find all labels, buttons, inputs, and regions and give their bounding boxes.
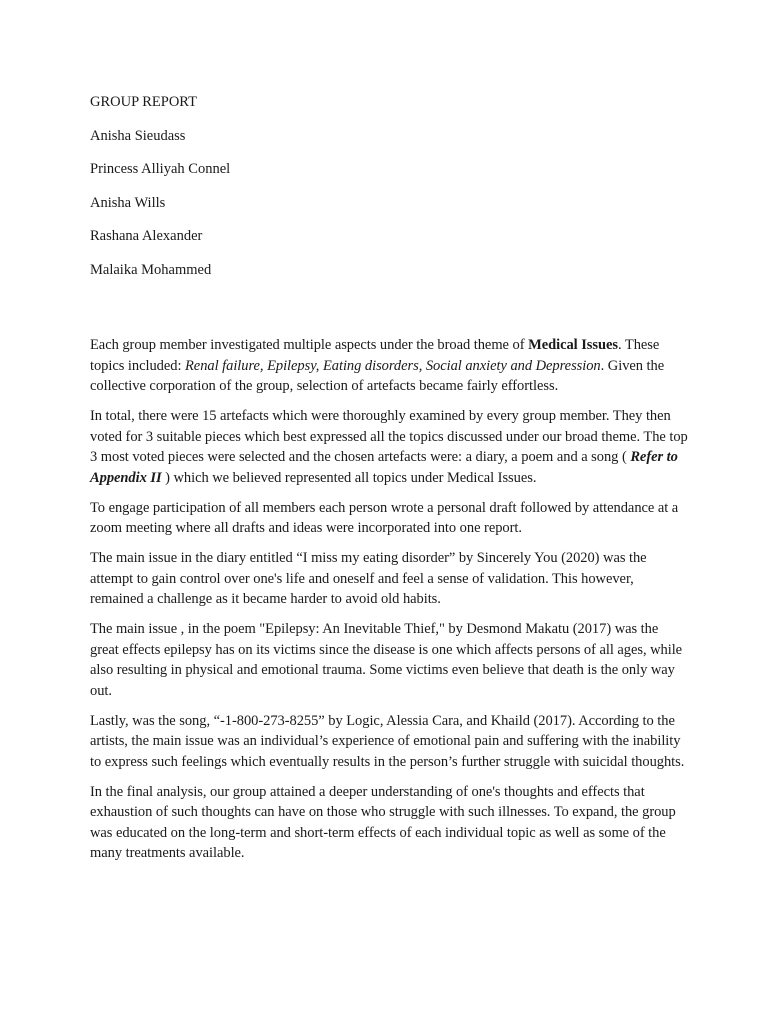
paragraph-diary: The main issue in the diary entitled “I miss my eating disorder” by Sincerely You (2020) was the attempt to gain control over one's life and oneself and feel a sense of validation. This however, remained a challenge as it became harder to avoid old habits. [90, 550, 647, 607]
paragraph-poem: The main issue , in the poem "Epilepsy: An Inevitable Thief," by Desmond Makatu (2017) was the great effects epilepsy has on its victims since the disease is one which affects persons of all ages, while also resulting in physical and emotional trauma. Some victims even believe that death is the only way out. [90, 621, 683, 699]
member-name: Rashana Alexander [90, 228, 203, 244]
paragraph-conclusion: In the final analysis, our group attained a deeper understanding of one's thoughts and effects that exhaustion of such thoughts can have on those who struggle with such illnesses. To expand, the group was educated on the long-term and short-term effects of each individual topic as well as some of the many treatments available. [90, 783, 676, 861]
report-title: GROUP REPORT [90, 94, 197, 110]
paragraph-participation: To engage participation of all members each person wrote a personal draft followed by attendance at a zoom meeting where all drafts and ideas were incorporated into one report. [90, 499, 679, 536]
member-name: Malaika Mohammed [90, 261, 212, 278]
text-run: . These topics included: [90, 337, 660, 374]
text-run: . Given the collective corporation of the group, selection of artefacts became fairly effortless. [90, 357, 665, 394]
text-run: Each group member investigated multiple aspects under the broad theme of [90, 337, 529, 353]
paragraph-themes [90, 335, 690, 397]
document-page [90, 92, 690, 873]
section-spacer [90, 293, 690, 335]
theme-emphasis: Medical Issues [528, 337, 618, 353]
paragraph-song: Lastly, was the song, “-1-800-273-8255” by Logic, Alessia Cara, and Khaild (2017). According to the artists, the main issue was an individual’s experience of emotional pain and suffering with the inability to express such feelings which eventually results in the person’s further struggle with suicidal thoughts. [90, 712, 685, 770]
member-name: Anisha Sieudass [90, 127, 186, 144]
member-name: Anisha Wills [90, 194, 166, 211]
appendix-reference: Refer to Appendix II [90, 449, 678, 486]
text-run: In total, there were 15 artefacts which were thoroughly examined by every group member. They then voted for 3 suitable pieces which best expressed all the topics discussed under our broad theme. The top 3 most voted pieces were selected and the chosen artefacts were: a diary, a poem and a song ( [90, 408, 688, 465]
topics-list: Renal failure, Epilepsy, Eating disorders, Social anxiety and Depression [185, 357, 601, 374]
member-name: Princess Alliyah Connel [90, 161, 231, 177]
text-run: ) which we believed represented all topics under Medical Issues. [161, 469, 537, 486]
paragraph-selection [90, 406, 690, 488]
